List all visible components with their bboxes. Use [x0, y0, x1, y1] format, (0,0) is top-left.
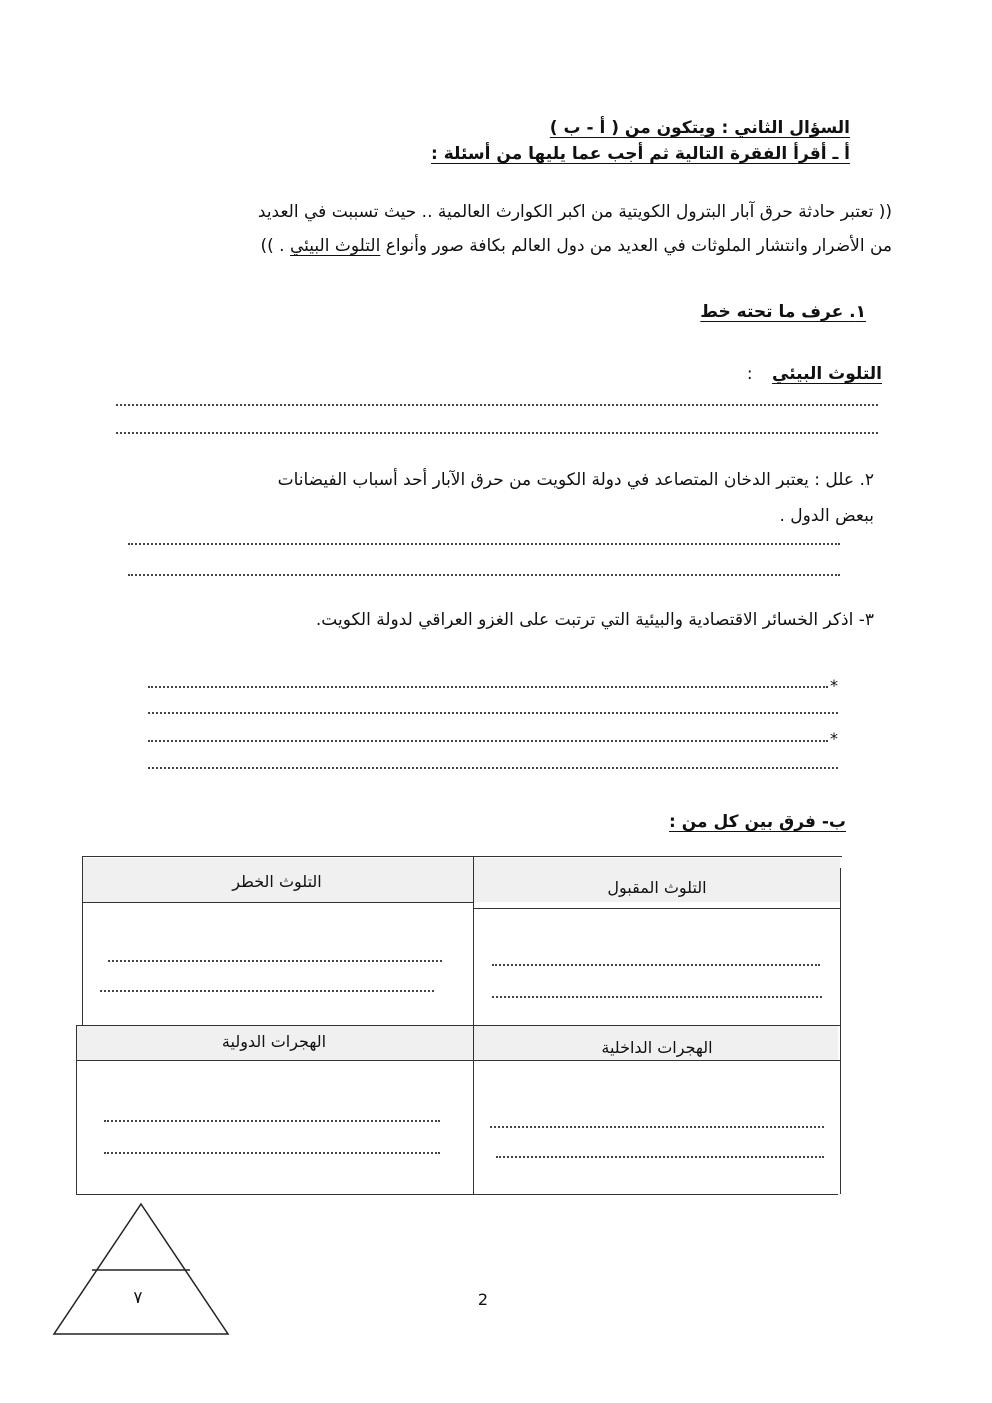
q1-colon: :	[746, 364, 753, 384]
table-row1-header-bottom	[82, 902, 474, 903]
q2-answer-line-2[interactable]	[128, 574, 840, 576]
table-answer-internal-2[interactable]	[496, 1156, 824, 1158]
table-cell-internal-migration: الهجرات الداخلية	[601, 1038, 713, 1057]
table-cell-dangerous-pollution: التلوث الخطر	[232, 872, 322, 891]
score-triangle	[52, 1202, 230, 1338]
table-middle-border	[473, 856, 474, 1194]
q1-term-line	[482, 364, 882, 384]
question-title: السؤال الثاني : ويتكون من ( أ - ب )	[549, 118, 850, 138]
q1-label: ١. عرف ما تحته خط	[700, 302, 866, 322]
table-answer-dangerous-2[interactable]	[100, 990, 434, 992]
q1-answer-line-2[interactable]	[116, 432, 878, 434]
table-bottom-border	[76, 1194, 838, 1195]
table-top-border	[82, 856, 842, 857]
paragraph-underlined-term: التلوث البيئي	[290, 236, 381, 256]
q2-line-1: ٢. علل : يعتبر الدخان المتصاعد في دولة الكويت من حرق الآبار أحد أسباب الفيضانات	[277, 470, 874, 490]
q3-bullet-1: *	[830, 676, 838, 695]
q3-label: ٣- اذكر الخسائر الاقتصادية والبيئية التي ترتبت على الغزو العراقي لدولة الكويت.	[315, 610, 874, 630]
paragraph-line-2-post: . ))	[260, 236, 285, 256]
page-number: 2	[477, 1290, 489, 1309]
paragraph-line-2	[92, 236, 892, 256]
table-answer-acceptable-2[interactable]	[492, 996, 822, 998]
q3-answer-line-2[interactable]	[148, 712, 838, 714]
q3-answer-line-1[interactable]	[148, 686, 828, 688]
q2-answer-line-1[interactable]	[128, 543, 840, 545]
score-triangle-outline	[54, 1204, 228, 1334]
table-cell-international-migration: الهجرات الدولية	[221, 1032, 327, 1051]
part-b-label: ب- فرق بين كل من :	[669, 812, 846, 832]
q3-answer-line-3[interactable]	[148, 740, 828, 742]
table-row-divider	[76, 1025, 840, 1026]
table-row1-header-bottom-right	[474, 908, 840, 909]
score-value: ٧	[133, 1288, 143, 1308]
paragraph-line-2-pre: من الأضرار وانتشار الملوثات في العديد من دول العالم بكافة صور وأنواع	[385, 236, 892, 256]
table-answer-international-1[interactable]	[104, 1120, 440, 1122]
table-right-border	[840, 868, 841, 1194]
table-answer-dangerous-1[interactable]	[108, 960, 442, 962]
table-answer-acceptable-1[interactable]	[492, 964, 820, 966]
part-a-instruction: أ ـ أقرأ الفقرة التالية ثم أجب عما يليها من أسئلة :	[431, 144, 850, 164]
q1-term: التلوث البيئي	[772, 364, 882, 384]
table-answer-international-2[interactable]	[104, 1152, 440, 1154]
table-cell-acceptable-pollution: التلوث المقبول	[607, 878, 707, 897]
q3-answer-line-4[interactable]	[148, 767, 838, 769]
table-answer-internal-1[interactable]	[490, 1126, 824, 1128]
q2-line-2: ببعض الدول .	[779, 506, 874, 526]
table-row2-header-bottom	[76, 1060, 840, 1061]
paragraph-line-1: (( تعتبر حادثة حرق آبار البترول الكويتية من اكبر الكوارث العالمية .. حيث تسببت في العديد	[257, 202, 892, 222]
q3-bullet-2: *	[830, 729, 838, 748]
q1-answer-line-1[interactable]	[116, 404, 878, 406]
